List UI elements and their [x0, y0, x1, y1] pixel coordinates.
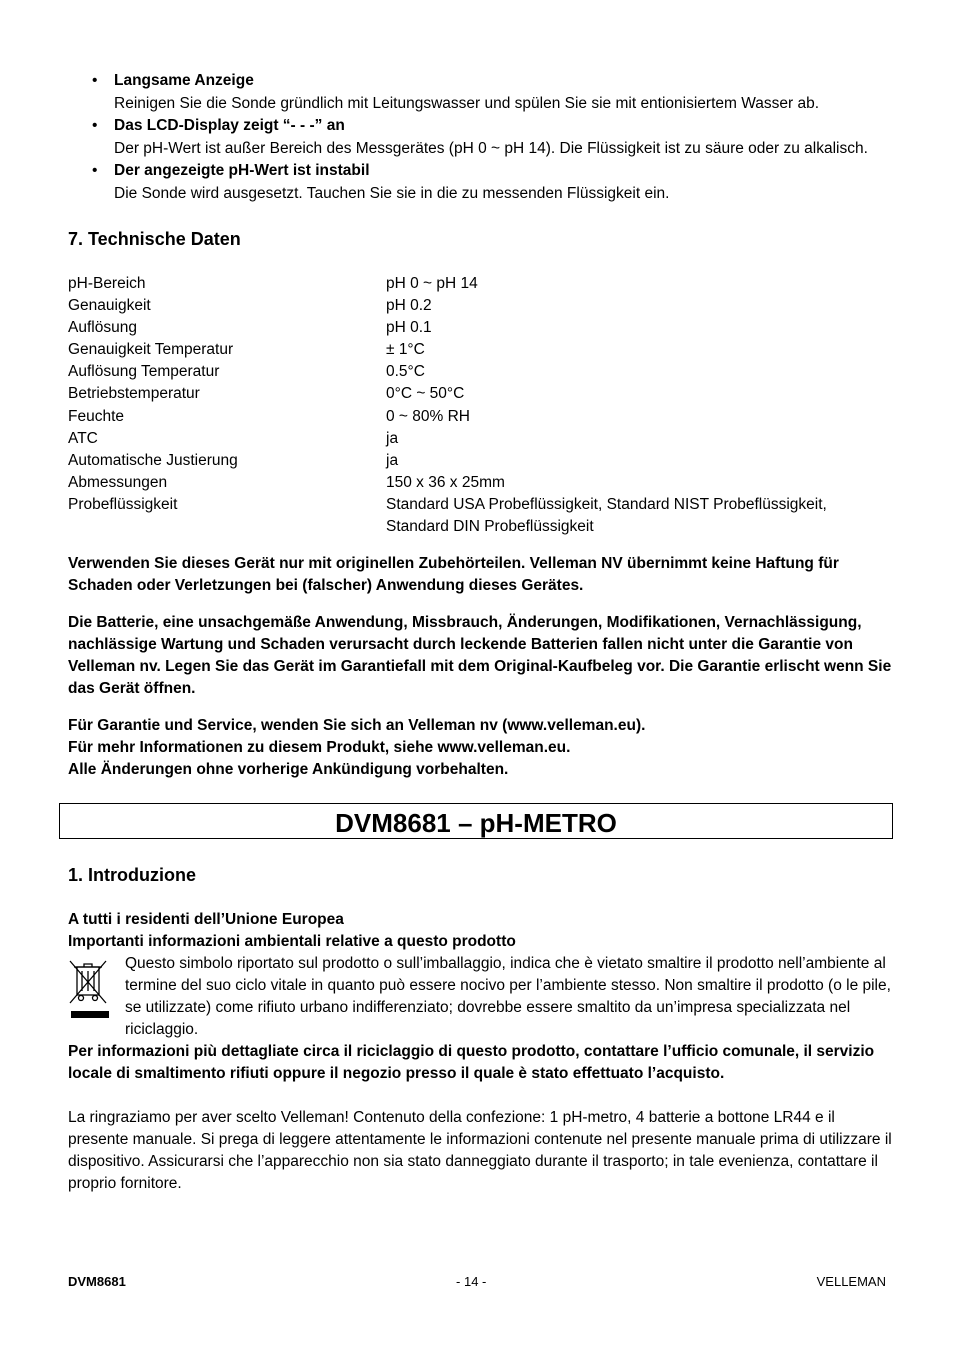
footer-brand: VELLEMAN	[816, 1274, 886, 1289]
spec-key: Probeflüssigkeit	[68, 495, 178, 513]
spec-value: ± 1°C	[386, 341, 425, 359]
product-title-box: DVM8681 – pH-METRO	[59, 803, 893, 839]
table-row	[68, 428, 896, 450]
spec-value: 0.5°C	[386, 363, 425, 381]
footer-model: DVM8681	[68, 1274, 126, 1289]
list-item	[68, 160, 896, 205]
bullet-title: Langsame Anzeige	[114, 72, 254, 89]
changes-line: Alle Änderungen ohne vorherige Ankündigung vorbehalten.	[68, 761, 509, 779]
table-row	[68, 317, 896, 339]
page-number: - 14 -	[456, 1274, 487, 1289]
spec-key: Abmessungen	[68, 473, 168, 491]
bullet-title: Das LCD-Display zeigt “- - -” an	[114, 117, 345, 134]
table-row	[68, 339, 896, 361]
eu-line1: A tutti i residenti dell’Unione Europea	[68, 911, 344, 929]
page-footer	[68, 1274, 886, 1289]
section-heading-intro: 1. Introduzione	[68, 865, 196, 886]
table-row	[68, 472, 896, 494]
spec-value: ja	[386, 429, 399, 447]
bullet-title: Der angezeigte pH-Wert ist instabil	[114, 162, 370, 179]
notice-accessories: Verwenden Sie dieses Gerät nur mit originellen Zubehörteilen. Velleman NV übernimmt keine Haftung für Schaden oder Verletzungen bei (falscher) Anwendung dieses Gerätes.	[68, 555, 839, 595]
bullet-text: Die Sonde wird ausgesetzt. Tauchen Sie sie in die zu messenden Flüssigkeit ein.	[114, 184, 670, 202]
table-row	[68, 383, 896, 405]
spec-key: Genauigkeit Temperatur	[68, 341, 234, 359]
spec-value-line2: Standard DIN Probeflüssigkeit	[386, 518, 594, 536]
eu-residents	[68, 909, 896, 953]
page-content	[68, 70, 896, 1195]
table-row	[68, 273, 896, 295]
table-row	[68, 361, 896, 383]
table-row	[68, 494, 896, 538]
spec-key: Auflösung Temperatur	[68, 363, 220, 381]
spec-key: Betriebstemperatur	[68, 385, 200, 403]
weee-bin-icon	[68, 953, 125, 1041]
weee-text: Questo simbolo riportato sul prodotto o sull’imballaggio, indica che è vietato smaltire il prodotto nell’ambiente al termine del suo ciclo vitale in quanto può essere nocivo per l’ambiente stesso. Non smaltire il prodotto (o le pile, se utilizzate) come rifiuto urbano indifferenziato; dovrebbe essere smaltito da un’impresa specializzata nel riciclaggio.	[125, 955, 891, 1039]
bullet-text: Der pH-Wert ist außer Bereich des Messgerätes (pH 0 ~ pH 14). Die Flüssigkeit ist zu säure oder zu alkalisch.	[114, 139, 868, 157]
spec-value: pH 0.1	[386, 319, 432, 337]
list-item	[68, 115, 896, 160]
notice-warranty: Die Batterie, eine unsachgemäße Anwendung, Missbrauch, Änderungen, Modifikationen, Vernachlässigung, nachlässige Wartung und Schaden verursacht durch leckende Batterien fallen nicht unter die Garantie von Velleman nv. Legen Sie das Gerät im Garantiefall mit dem Original-Kaufbeleg vor. Die Garantie erlischt wenn Sie das Gerät öffnen.	[68, 614, 892, 698]
eu-line2: Importanti informazioni ambientali relative a questo prodotto	[68, 933, 516, 951]
table-row	[68, 406, 896, 428]
spec-key: pH-Bereich	[68, 275, 146, 292]
section-heading-tech: 7. Technische Daten	[68, 229, 241, 249]
table-row	[68, 295, 896, 317]
thanks-paragraph: La ringraziamo per aver scelto Velleman! Contenuto della confezione: 1 pH-metro, 4 batterie a bottone LR44 e il presente manuale. Si prega di leggere attentamente le informazioni contenute nel presente manuale prima di utilizzare il dispositivo. Assicurarsi che l’apparecchio non sia stato danneggiato durante il trasporto; in tale evenienza, contattare il proprio fornitore.	[68, 1109, 892, 1193]
spec-value	[386, 494, 896, 538]
notice-service	[68, 715, 896, 781]
spec-key: Feuchte	[68, 407, 125, 425]
spec-key: Auflösung	[68, 319, 137, 337]
info-line: Für mehr Informationen zu diesem Produkt, siehe www.velleman.eu.	[68, 739, 571, 757]
spec-key: Genauigkeit	[68, 297, 151, 315]
spec-value: pH 0 ~ pH 14	[386, 275, 478, 292]
spec-value: 150 x 36 x 25mm	[386, 473, 505, 491]
bullet-text: Reinigen Sie die Sonde gründlich mit Leitungswasser und spülen Sie sie mit entionisiertem Wasser ab.	[114, 94, 820, 112]
spec-value: ja	[386, 451, 399, 469]
weee-block	[68, 953, 896, 1041]
list-item	[68, 70, 896, 115]
bullet-icon: •	[92, 117, 98, 134]
spec-key: Automatische Justierung	[68, 451, 238, 469]
spec-table	[68, 273, 896, 538]
spec-value: pH 0.2	[386, 297, 432, 315]
bullet-icon: •	[92, 162, 98, 179]
spec-key: ATC	[68, 429, 98, 447]
spec-value-line1: Standard USA Probeflüssigkeit, Standard NIST Probeflüssigkeit,	[386, 495, 827, 513]
table-row	[68, 450, 896, 472]
service-line: Für Garantie und Service, wenden Sie sich an Velleman nv (www.velleman.eu).	[68, 717, 646, 735]
troubleshooting-list	[68, 70, 896, 205]
recycle-info: Per informazioni più dettagliate circa il riciclaggio di questo prodotto, contattare l’ufficio comunale, il servizio locale di smaltimento rifiuti oppure il negozio presso il quale è stato effettuato l’acquisto.	[68, 1043, 875, 1083]
spec-value: 0°C ~ 50°C	[386, 385, 465, 403]
bullet-icon: •	[92, 72, 98, 89]
spec-value: 0 ~ 80% RH	[386, 407, 471, 425]
